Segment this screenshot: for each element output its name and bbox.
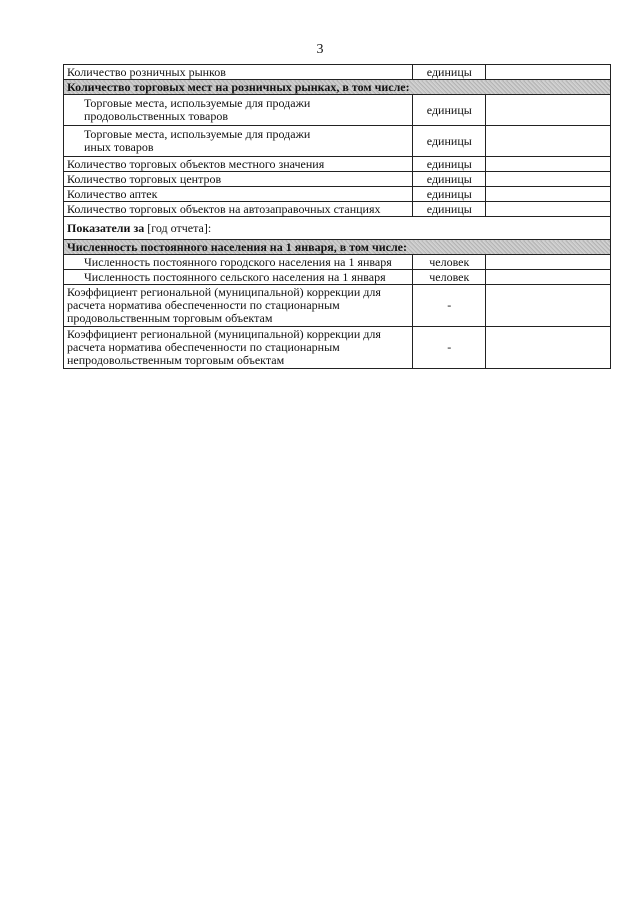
table-row [64, 255, 611, 270]
table-row [64, 95, 611, 126]
row-unit: единицы [413, 65, 486, 80]
indicators-table [63, 64, 611, 369]
row-label-line: продовольственных товаров [84, 109, 229, 123]
table-row [64, 270, 611, 285]
page-number: 3 [316, 42, 324, 57]
table-row [64, 157, 611, 172]
row-label-line: расчета норматива обеспеченности по стационарным [67, 298, 340, 312]
section-row [64, 240, 611, 255]
row-label-line: Коэффициент региональной (муниципальной) коррекции для [67, 327, 381, 341]
row-label [64, 95, 413, 126]
row-label [64, 327, 413, 369]
row-label [64, 126, 413, 157]
table-row [64, 327, 611, 369]
row-unit: - [413, 285, 486, 327]
row-label-line: Торговые места, используемые для продажи [84, 96, 311, 110]
row-unit: - [413, 327, 486, 369]
row-value-cell [486, 327, 611, 369]
row-unit: единицы [413, 187, 486, 202]
section-row [64, 80, 611, 95]
row-value-cell [486, 95, 611, 126]
row-label-line: иных товаров [84, 140, 154, 154]
row-label-line: Торговые места, используемые для продажи [84, 127, 311, 141]
row-unit: единицы [413, 172, 486, 187]
row-label [64, 285, 413, 327]
row-unit: человек [413, 270, 486, 285]
row-value-cell [486, 187, 611, 202]
row-unit: человек [413, 255, 486, 270]
row-value-cell [486, 202, 611, 217]
row-label-line: Коэффициент региональной (муниципальной) коррекции для [67, 285, 381, 299]
table-row [64, 187, 611, 202]
row-value-cell [486, 255, 611, 270]
period-heading-placeholder: [год отчета]: [144, 220, 212, 235]
period-heading-row [64, 217, 611, 240]
row-label: Количество торговых объектов местного значения [64, 157, 413, 172]
row-value-cell [486, 172, 611, 187]
row-unit: единицы [413, 157, 486, 172]
table-row [64, 285, 611, 327]
row-label: Численность постоянного сельского населения на 1 января [64, 270, 413, 285]
table-row [64, 202, 611, 217]
row-value-cell [486, 157, 611, 172]
section-header: Численность постоянного населения на 1 января, в том числе: [64, 240, 611, 255]
row-value-cell [486, 65, 611, 80]
row-label-line: непродовольственным торговым объектам [67, 353, 285, 367]
period-heading [64, 217, 611, 240]
row-value-cell [486, 126, 611, 157]
row-unit: единицы [413, 202, 486, 217]
row-label: Количество торговых центров [64, 172, 413, 187]
row-label-line: продовольственным торговым объектам [67, 311, 273, 325]
row-unit: единицы [413, 95, 486, 126]
table-row [64, 65, 611, 80]
row-label: Количество аптек [64, 187, 413, 202]
row-value-cell [486, 285, 611, 327]
row-label: Количество торговых объектов на автозаправочных станциях [64, 202, 413, 217]
row-label-line: расчета норматива обеспеченности по стационарным [67, 340, 340, 354]
row-label: Количество розничных рынков [64, 65, 413, 80]
table-row [64, 126, 611, 157]
row-label: Численность постоянного городского населения на 1 января [64, 255, 413, 270]
period-heading-bold: Показатели за [67, 220, 145, 235]
row-unit: единицы [413, 126, 486, 157]
row-value-cell [486, 270, 611, 285]
table-row [64, 172, 611, 187]
section-header: Количество торговых мест на розничных рынках, в том числе: [64, 80, 611, 95]
